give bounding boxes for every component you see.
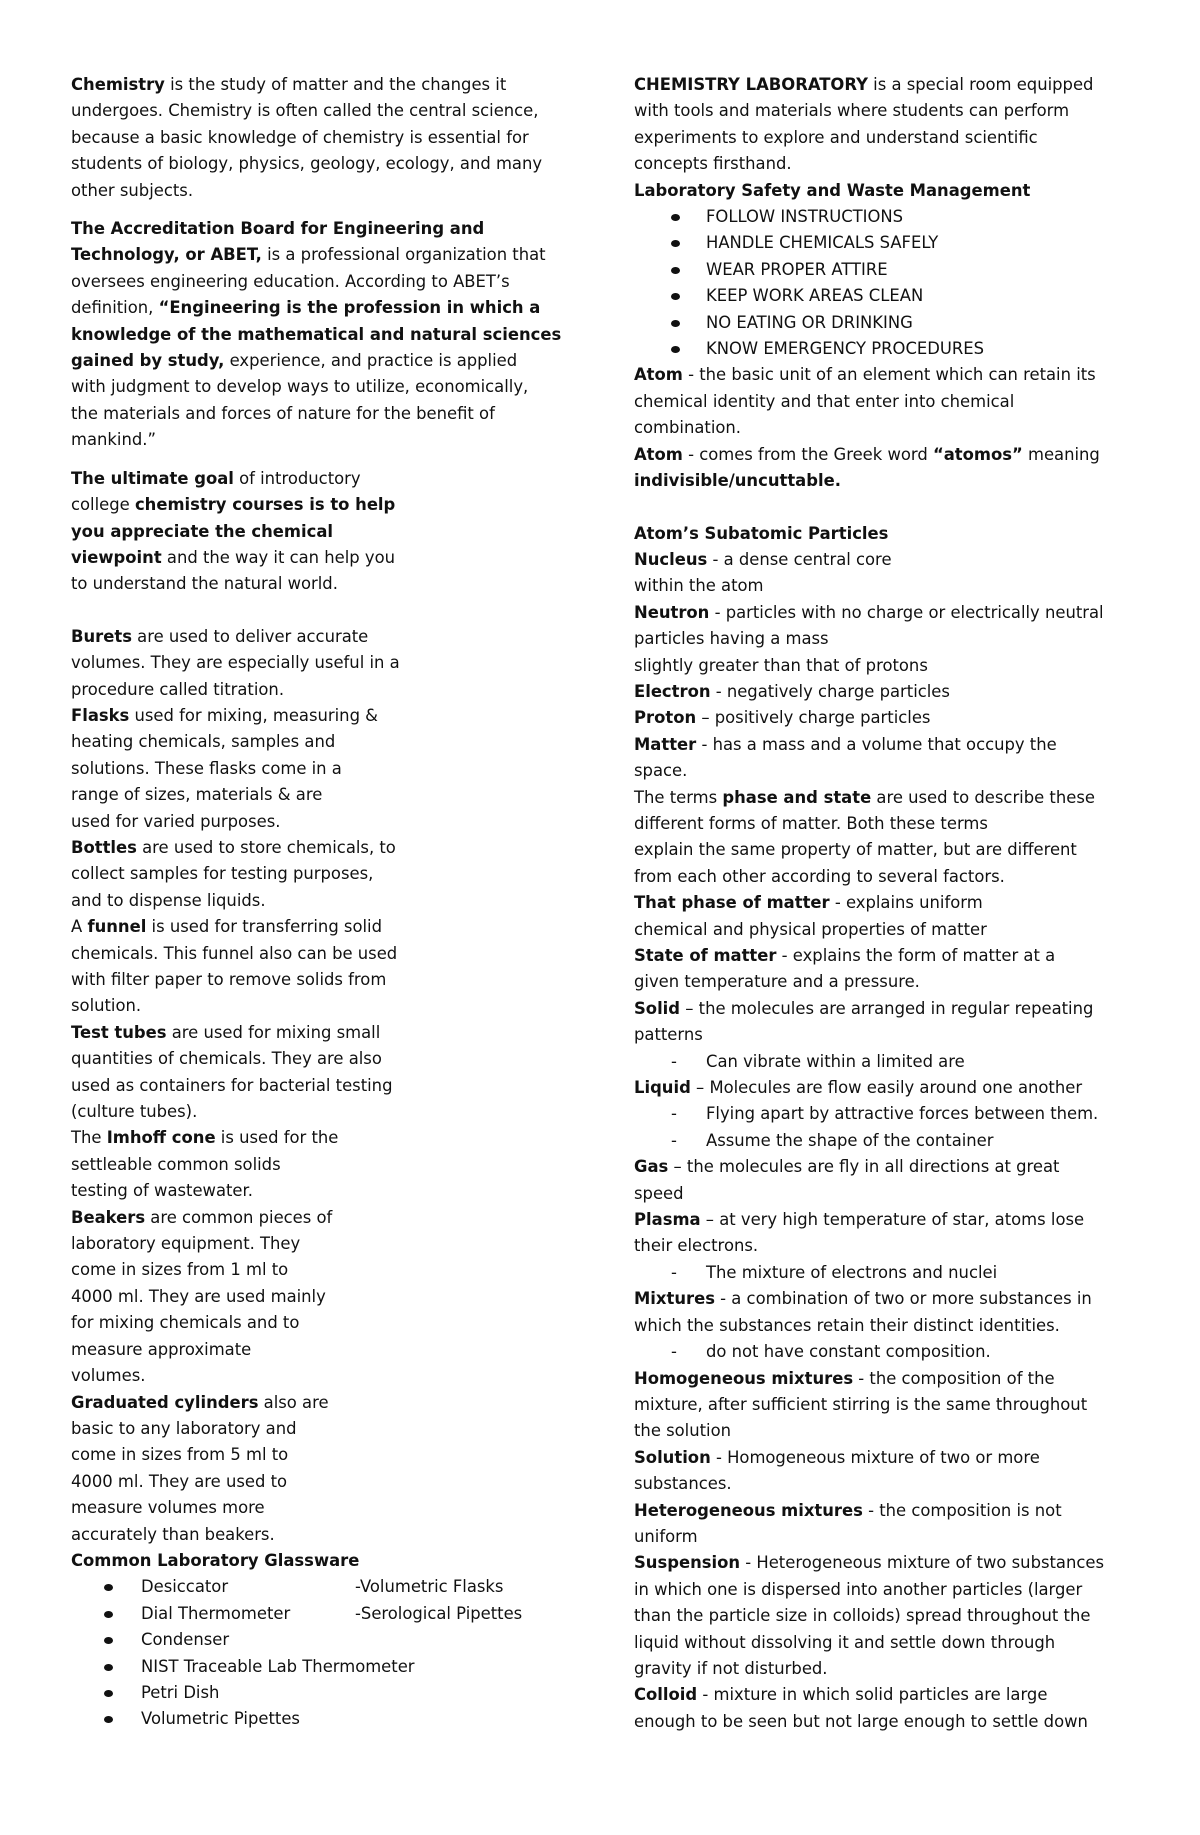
text-span: The xyxy=(71,1128,107,1148)
safety-rule: WEAR PROPER ATTIRE xyxy=(706,259,888,279)
text-span: - the basic unit of an element which can retain its xyxy=(682,365,1096,385)
term-bottles: Bottles xyxy=(71,837,137,857)
text-line: which the substances retain their distinct identities. xyxy=(634,1315,1060,1335)
text-line xyxy=(634,890,1134,916)
text-line xyxy=(71,519,591,545)
text-span: - particles with no charge or electrically neutral xyxy=(709,602,1104,622)
term-neutron: Neutron xyxy=(634,602,710,622)
text-line xyxy=(634,996,1134,1022)
text-line xyxy=(634,785,1134,811)
text-span: A xyxy=(71,917,88,937)
term-beakers: Beakers xyxy=(71,1207,146,1227)
text-line: enough to be seen but not large enough to settle down xyxy=(634,1711,1088,1731)
ultimate-goal xyxy=(71,466,591,598)
list-item xyxy=(634,283,1134,309)
dash-list xyxy=(634,1339,1134,1365)
text-line xyxy=(634,1498,1134,1524)
glassware-item: Petri Dish xyxy=(141,1682,220,1702)
text-line xyxy=(634,943,1134,969)
text-line: in which one is dispersed into another particles (larger xyxy=(634,1579,1083,1599)
dash-marker: - xyxy=(671,1130,677,1150)
text-line: the materials and forces of nature for the benefit of xyxy=(71,403,495,423)
text-line: space. xyxy=(634,761,688,781)
text-span: meaning xyxy=(1022,444,1100,464)
text-span: - has a mass and a volume that occupy the xyxy=(696,734,1057,754)
lab-equipment xyxy=(71,624,591,1548)
term-imhoff-cone: Imhoff cone xyxy=(106,1128,216,1148)
text-span: is a special room equipped xyxy=(867,75,1094,94)
text-line xyxy=(634,521,1134,547)
list-item-text: do not have constant composition. xyxy=(706,1342,991,1362)
glassware-item-secondary: -Volumetric Flasks xyxy=(355,1577,504,1597)
term-phase-of-matter: That phase of matter xyxy=(634,893,830,913)
text-span: – at very high temperature of star, atoms lose xyxy=(700,1210,1085,1230)
dash-marker: - xyxy=(671,1104,677,1124)
term-mixtures: Mixtures xyxy=(634,1289,715,1309)
text-line xyxy=(634,732,1134,758)
text-span: are used to deliver accurate xyxy=(131,626,369,646)
safety-rule: FOLLOW INSTRUCTIONS xyxy=(706,207,904,227)
text-span: is the study of matter and the changes it xyxy=(164,75,507,94)
text-line: concepts firsthand. xyxy=(634,154,792,174)
text-line: collect samples for testing purposes, xyxy=(71,864,374,884)
text-line: students of biology, physics, geology, ecology, and many xyxy=(71,154,543,174)
glassware-list xyxy=(71,1574,591,1732)
text-line: with judgment to develop ways to utilize, economically, xyxy=(71,377,529,397)
bullet-icon xyxy=(104,1611,113,1618)
text-line xyxy=(71,1020,591,1046)
list-item xyxy=(634,1049,1134,1075)
text-line xyxy=(634,1366,1134,1392)
bullet-icon xyxy=(104,1690,113,1697)
text-line xyxy=(71,624,591,650)
text-span: college xyxy=(71,495,135,515)
text-line xyxy=(634,72,1134,98)
list-item xyxy=(634,310,1134,336)
heading-text: Common Laboratory Glassware xyxy=(71,1550,360,1570)
bullet-icon xyxy=(104,1664,113,1671)
text-line: given temperature and a pressure. xyxy=(634,972,920,992)
text-line xyxy=(71,216,591,242)
text-span: - the composition of the xyxy=(853,1368,1055,1388)
spacer xyxy=(71,598,591,624)
text-line xyxy=(71,835,591,861)
list-item xyxy=(71,1574,591,1600)
text-line: patterns xyxy=(634,1025,703,1045)
term-colloid: Colloid xyxy=(634,1685,698,1705)
safety-list xyxy=(634,204,1134,362)
text-line xyxy=(634,1075,1134,1101)
text-line: accurately than beakers. xyxy=(71,1524,275,1544)
text-span: are used to store chemicals, to xyxy=(136,837,396,857)
bullet-icon xyxy=(671,267,680,274)
text-span: are used to describe these xyxy=(871,787,1095,807)
text-span: also are xyxy=(258,1392,329,1412)
text-line: measure approximate xyxy=(71,1339,252,1359)
dash-marker: - xyxy=(671,1262,677,1282)
dash-list xyxy=(634,1260,1134,1286)
text-line: from each other according to several factors. xyxy=(634,866,1005,886)
text-line: gravity if not disturbed. xyxy=(634,1658,828,1678)
text-line: different forms of matter. Both these terms xyxy=(634,813,988,833)
bold-span: chemistry courses is to help xyxy=(134,495,396,515)
safety-rule: HANDLE CHEMICALS SAFELY xyxy=(706,233,939,253)
text-span: – Molecules are flow easily around one another xyxy=(690,1078,1083,1098)
bullet-icon xyxy=(104,1637,113,1644)
heading-text: Laboratory Safety and Waste Management xyxy=(634,180,1031,200)
dash-marker: - xyxy=(671,1342,677,1362)
bold-span: indivisible/uncuttable. xyxy=(634,471,841,491)
text-line: experiments to explore and understand scientific xyxy=(634,127,1038,147)
spacer xyxy=(634,495,1134,521)
bold-span: you appreciate the chemical xyxy=(71,521,334,541)
bullet-icon xyxy=(671,320,680,327)
bold-span: viewpoint xyxy=(71,547,162,567)
text-line: to understand the natural world. xyxy=(71,574,338,594)
text-line xyxy=(71,322,591,348)
text-line: mankind.” xyxy=(71,430,156,450)
mixtures xyxy=(634,1286,1134,1735)
list-item xyxy=(634,1101,1134,1127)
text-line: slightly greater than that of protons xyxy=(634,655,928,675)
text-line: oversees engineering education. According to ABET’s xyxy=(71,271,510,291)
bold-span: The Accreditation Board for Engineering and xyxy=(71,219,485,239)
text-line: because a basic knowledge of chemistry is essential for xyxy=(71,127,529,147)
text-line: chemical identity and that enter into chemical xyxy=(634,391,1015,411)
text-span: The terms xyxy=(634,787,723,807)
text-line xyxy=(634,1207,1134,1233)
text-line xyxy=(634,1445,1134,1471)
text-line: measure volumes more xyxy=(71,1498,265,1518)
list-item-text: Can vibrate within a limited are xyxy=(706,1051,965,1071)
text-span: - explains uniform xyxy=(829,893,983,913)
list-item xyxy=(634,257,1134,283)
text-line: used for varied purposes. xyxy=(71,811,281,831)
text-line: volumes. They are especially useful in a xyxy=(71,653,400,673)
text-line xyxy=(71,545,591,571)
text-line xyxy=(634,1550,1134,1576)
list-item xyxy=(71,1654,591,1680)
text-line xyxy=(634,705,1134,731)
glassware-item-secondary: -Serological Pipettes xyxy=(355,1603,523,1623)
text-line xyxy=(71,466,591,492)
text-line: for mixing chemicals and to xyxy=(71,1313,300,1333)
text-span: is a professional organization that xyxy=(261,245,546,265)
text-line: volumes. xyxy=(71,1366,146,1386)
bullet-icon xyxy=(671,293,680,300)
text-line: particles having a mass xyxy=(634,629,829,649)
list-item xyxy=(634,1260,1134,1286)
spacer xyxy=(71,454,591,466)
text-line: come in sizes from 5 ml to xyxy=(71,1445,289,1465)
text-line xyxy=(634,679,1134,705)
text-line xyxy=(634,442,1134,468)
list-item xyxy=(71,1627,591,1653)
text-line: liquid without dissolving it and settle down through xyxy=(634,1632,1056,1652)
text-span: of introductory xyxy=(233,468,361,488)
term-chemistry-laboratory: CHEMISTRY LABORATORY xyxy=(634,75,868,94)
text-line: basic to any laboratory and xyxy=(71,1418,297,1438)
text-line: uniform xyxy=(634,1526,698,1546)
text-span: is used for transferring solid xyxy=(146,917,383,937)
term-solution: Solution xyxy=(634,1447,711,1467)
text-line xyxy=(71,242,591,268)
text-span: - comes from the Greek word xyxy=(682,444,933,464)
term-atom: Atom xyxy=(634,365,683,385)
list-item xyxy=(634,1128,1134,1154)
heading-text: Atom’s Subatomic Particles xyxy=(634,523,889,543)
term-funnel: funnel xyxy=(87,917,147,937)
list-item-text: Flying apart by attractive forces between them. xyxy=(706,1104,1099,1124)
term-matter: Matter xyxy=(634,734,697,754)
term-chemistry: Chemistry xyxy=(71,75,165,94)
text-line xyxy=(634,1154,1134,1180)
term-homogeneous-mixtures: Homogeneous mixtures xyxy=(634,1368,854,1388)
glassware-item: Desiccator xyxy=(141,1577,229,1597)
text-span: and the way it can help you xyxy=(161,547,396,567)
text-line: 4000 ml. They are used to xyxy=(71,1471,288,1491)
text-line: undergoes. Chemistry is often called the central science, xyxy=(71,101,539,121)
text-line xyxy=(634,1286,1134,1312)
term-suspension: Suspension xyxy=(634,1553,741,1573)
text-line xyxy=(71,914,591,940)
bold-span: phase and state xyxy=(722,787,872,807)
abet-definition xyxy=(71,216,591,454)
lab-definition xyxy=(634,72,1134,178)
term-electron: Electron xyxy=(634,681,711,701)
text-line xyxy=(71,1390,591,1416)
text-line: their electrons. xyxy=(634,1236,759,1256)
list-item xyxy=(71,1601,591,1627)
bullet-icon xyxy=(104,1584,113,1591)
list-item xyxy=(634,336,1134,362)
bold-span: The ultimate goal xyxy=(71,468,234,488)
list-item xyxy=(634,1339,1134,1365)
text-line: laboratory equipment. They xyxy=(71,1234,301,1254)
bold-span: “atomos” xyxy=(932,444,1023,464)
dash-marker: - xyxy=(671,1051,677,1071)
text-line: testing of wastewater. xyxy=(71,1181,253,1201)
text-line: with tools and materials where students can perform xyxy=(634,101,1070,121)
states-of-matter xyxy=(634,996,1134,1286)
term-nucleus: Nucleus xyxy=(634,549,708,569)
bold-span: gained by study, xyxy=(71,351,225,371)
text-line: and to dispense liquids. xyxy=(71,890,266,910)
safety-rule: NO EATING OR DRINKING xyxy=(706,312,913,332)
subatomic-particles xyxy=(634,521,1134,785)
list-item xyxy=(634,204,1134,230)
text-span: - a combination of two or more substances in xyxy=(714,1289,1092,1309)
term-plasma: Plasma xyxy=(634,1210,701,1230)
bold-span: “Engineering is the profession in which a xyxy=(158,298,541,318)
right-column xyxy=(634,72,1134,1735)
text-line: chemicals. This funnel also can be used xyxy=(71,943,398,963)
text-line: solution. xyxy=(71,996,142,1016)
text-line: substances. xyxy=(634,1474,732,1494)
bullet-icon xyxy=(104,1716,113,1723)
list-item xyxy=(634,230,1134,256)
text-span: used for mixing, measuring & xyxy=(129,705,378,725)
text-span: definition, xyxy=(71,298,159,318)
text-line xyxy=(71,1125,591,1151)
list-item xyxy=(71,1680,591,1706)
term-solid: Solid xyxy=(634,998,681,1018)
text-line: combination. xyxy=(634,418,742,438)
text-line: chemical and physical properties of matter xyxy=(634,919,987,939)
glassware-item: NIST Traceable Lab Thermometer xyxy=(141,1656,415,1676)
term-heterogeneous-mixtures: Heterogeneous mixtures xyxy=(634,1500,863,1520)
safety-heading xyxy=(634,178,1134,204)
text-span: - the composition is not xyxy=(862,1500,1062,1520)
text-span: - negatively charge particles xyxy=(710,681,950,701)
term-burets: Burets xyxy=(71,626,132,646)
phase-and-state xyxy=(634,785,1134,996)
text-line xyxy=(634,468,1134,494)
text-line xyxy=(71,348,591,374)
text-line: speed xyxy=(634,1183,684,1203)
text-span: - mixture in which solid particles are large xyxy=(697,1685,1048,1705)
glassware-item: Volumetric Pipettes xyxy=(141,1709,300,1729)
text-line: explain the same property of matter, but are different xyxy=(634,840,1077,860)
bold-span: knowledge of the mathematical and natural sciences xyxy=(71,324,562,344)
text-span: is used for the xyxy=(215,1128,339,1148)
text-span: - explains the form of matter at a xyxy=(776,946,1056,965)
text-line xyxy=(71,295,591,321)
text-line xyxy=(634,1682,1134,1708)
text-span: experience, and practice is applied xyxy=(224,351,518,371)
left-column xyxy=(71,72,591,1733)
glassware-item: Condenser xyxy=(141,1630,230,1650)
text-line xyxy=(71,492,591,518)
text-line xyxy=(71,703,591,729)
text-line: other subjects. xyxy=(71,180,194,200)
list-item-text: Assume the shape of the container xyxy=(706,1130,994,1150)
term-gas: Gas xyxy=(634,1157,669,1177)
glassware-heading xyxy=(71,1548,591,1574)
text-line: within the atom xyxy=(634,576,764,596)
list-item-text: The mixture of electrons and nuclei xyxy=(706,1262,998,1282)
text-line: the solution xyxy=(634,1421,732,1441)
text-span: are common pieces of xyxy=(145,1207,333,1227)
text-line xyxy=(634,547,1134,573)
term-graduated-cylinders: Graduated cylinders xyxy=(71,1392,259,1412)
term-test-tubes: Test tubes xyxy=(71,1022,167,1042)
term-proton: Proton xyxy=(634,708,697,728)
text-line: heating chemicals, samples and xyxy=(71,732,336,752)
bullet-icon xyxy=(671,240,680,247)
glassware-item: Dial Thermometer xyxy=(141,1603,291,1623)
bold-span: Technology, or ABET, xyxy=(71,245,262,265)
text-line xyxy=(634,362,1134,388)
text-span: are used for mixing small xyxy=(166,1022,381,1042)
text-line: solutions. These flasks come in a xyxy=(71,758,342,778)
safety-rule: KNOW EMERGENCY PROCEDURES xyxy=(706,339,985,359)
text-line xyxy=(71,72,591,98)
bullet-icon xyxy=(671,346,680,353)
dash-list xyxy=(634,1101,1134,1154)
text-span: – the molecules are fly in all directions at great xyxy=(668,1157,1060,1177)
text-line: used as containers for bacterial testing xyxy=(71,1075,393,1095)
text-line: than the particle size in colloids) spread throughout the xyxy=(634,1606,1091,1626)
text-line: 4000 ml. They are used mainly xyxy=(71,1286,326,1306)
text-span: - Heterogeneous mixture of two substances xyxy=(740,1553,1105,1573)
term-liquid: Liquid xyxy=(634,1078,691,1098)
spacer xyxy=(71,204,591,216)
dash-list xyxy=(634,1049,1134,1075)
text-span: - Homogeneous mixture of two or more xyxy=(710,1447,1040,1467)
term-state-of-matter: State of matter xyxy=(634,946,777,965)
text-line: mixture, after sufficient stirring is the same throughout xyxy=(634,1394,1088,1414)
list-item xyxy=(71,1706,591,1732)
text-line: come in sizes from 1 ml to xyxy=(71,1260,289,1280)
term-atom: Atom xyxy=(634,444,683,464)
text-line: (culture tubes). xyxy=(71,1102,198,1122)
chemistry-definition xyxy=(71,72,591,204)
text-span: - a dense central core xyxy=(707,549,892,569)
text-line: range of sizes, materials & are xyxy=(71,785,323,805)
text-line xyxy=(634,600,1134,626)
text-line: quantities of chemicals. They are also xyxy=(71,1049,382,1069)
text-line: procedure called titration. xyxy=(71,679,285,699)
term-flasks: Flasks xyxy=(71,705,130,725)
bullet-icon xyxy=(671,214,680,221)
text-span: – positively charge particles xyxy=(696,708,931,728)
atom-definition xyxy=(634,362,1134,494)
text-line: settleable common solids xyxy=(71,1154,281,1174)
text-line xyxy=(71,1205,591,1231)
safety-rule: KEEP WORK AREAS CLEAN xyxy=(706,286,924,306)
text-line: with filter paper to remove solids from xyxy=(71,970,387,989)
text-span: – the molecules are arranged in regular repeating xyxy=(680,998,1094,1018)
